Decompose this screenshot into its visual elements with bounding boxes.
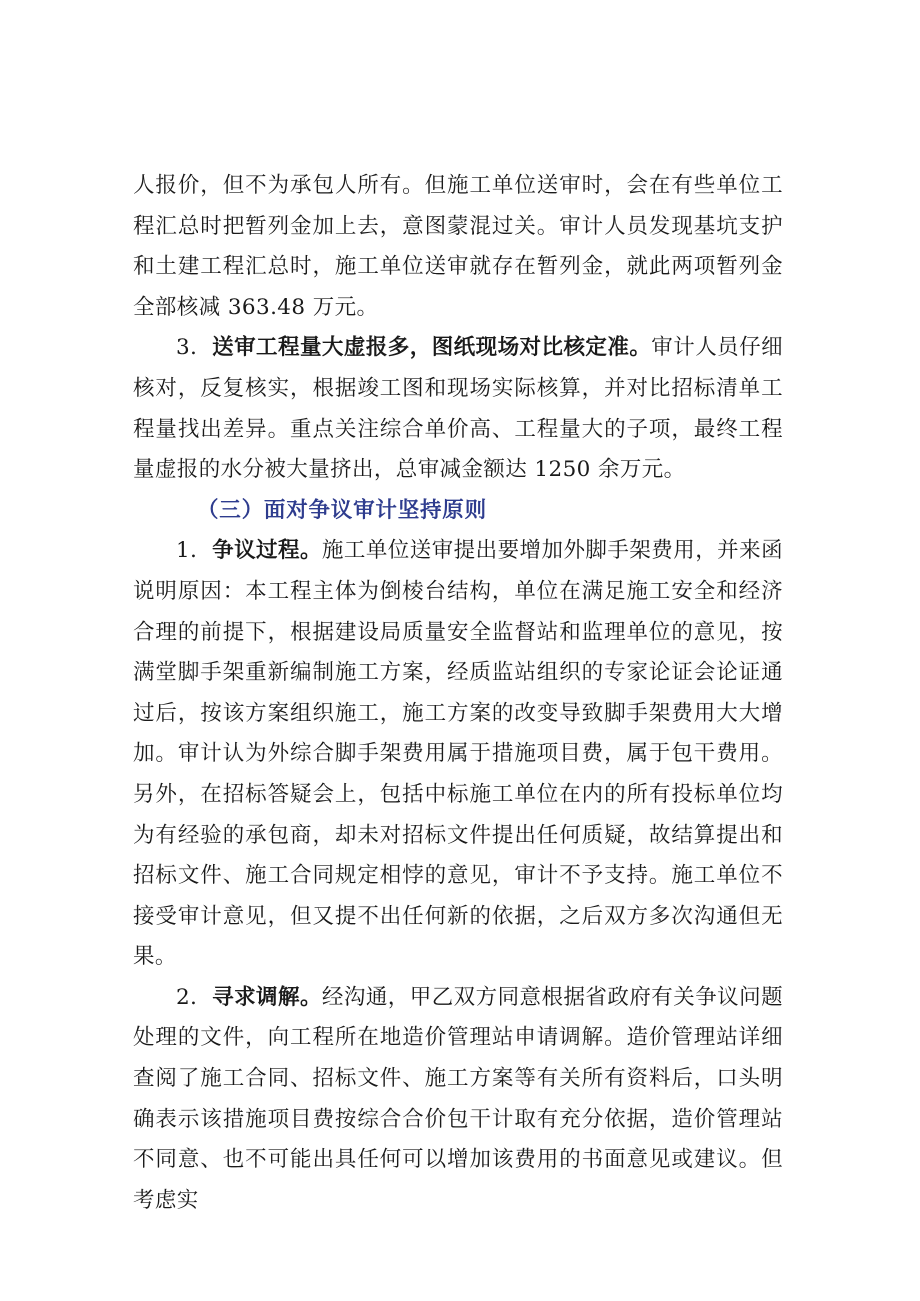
- item-1-number: 1．: [176, 538, 213, 564]
- document-body: [133, 166, 783, 1221]
- item-2-paragraph: [133, 978, 783, 1222]
- item-3-paragraph: [133, 328, 783, 490]
- item-2-lead: 寻求调解。: [212, 984, 322, 1010]
- item-1-body: 施工单位送审提出要增加外脚手架费用，并来函说明原因：本工程主体为倒棱台结构，单位在满足施工安全和经济合理的前提下，根据建设局质量安全监督站和监理单位的意见，按满堂脚手架重新编制施工方案，经质监站组织的专家论证会论证通过后，按该方案组织施工，施工方案的改变导致脚手架费用大大增加。审计认为外综合脚手架费用属于措施项目费，属于包干费用。另外，在招标答疑会上，包括中标施工单位在内的所有投标单位均为有经验的承包商，却未对招标文件提出任何质疑，故结算提出和招标文件、施工合同规定相悖的意见，审计不予支持。施工单位不接受审计意见，但又提不出任何新的依据，之后双方多次沟通但无果。: [133, 538, 783, 970]
- continued-paragraph: 人报价，但不为承包人所有。但施工单位送审时，会在有些单位工程汇总时把暂列金加上去，意图蒙混过关。审计人员发现基坑支护和土建工程汇总时，施工单位送审就存在暂列金，就此两项暂列金全部核减 363.48 万元。: [133, 173, 783, 320]
- section-heading: （三）面对争议审计坚持原则: [197, 497, 487, 523]
- item-2-number: 2．: [176, 984, 213, 1010]
- item-3-lead: 送审工程量大虚报多，图纸现场对比核定准。: [212, 335, 652, 361]
- item-3-number: 3．: [176, 335, 213, 361]
- item-2-body: 经沟通，甲乙双方同意根据省政府有关争议问题处理的文件，向工程所在地造价管理站申请调解。造价管理站详细查阅了施工合同、招标文件、施工方案等有关所有资料后，口头明确表示该措施项目费按综合合价包干计取有充分依据，造价管理站不同意、也不可能出具任何可以增加该费用的书面意见或建议。但考虑实: [133, 984, 783, 1213]
- item-1-paragraph: [133, 531, 783, 978]
- item-1-lead: 争议过程。: [212, 538, 322, 564]
- item-3-body: 审计人员仔细核对，反复核实，根据竣工图和现场实际核算，并对比招标清单工程量找出差异。重点关注综合单价高、工程量大的子项，最终工程量虚报的水分被大量挤出，总审减金额达 1250 余万元。: [133, 335, 783, 483]
